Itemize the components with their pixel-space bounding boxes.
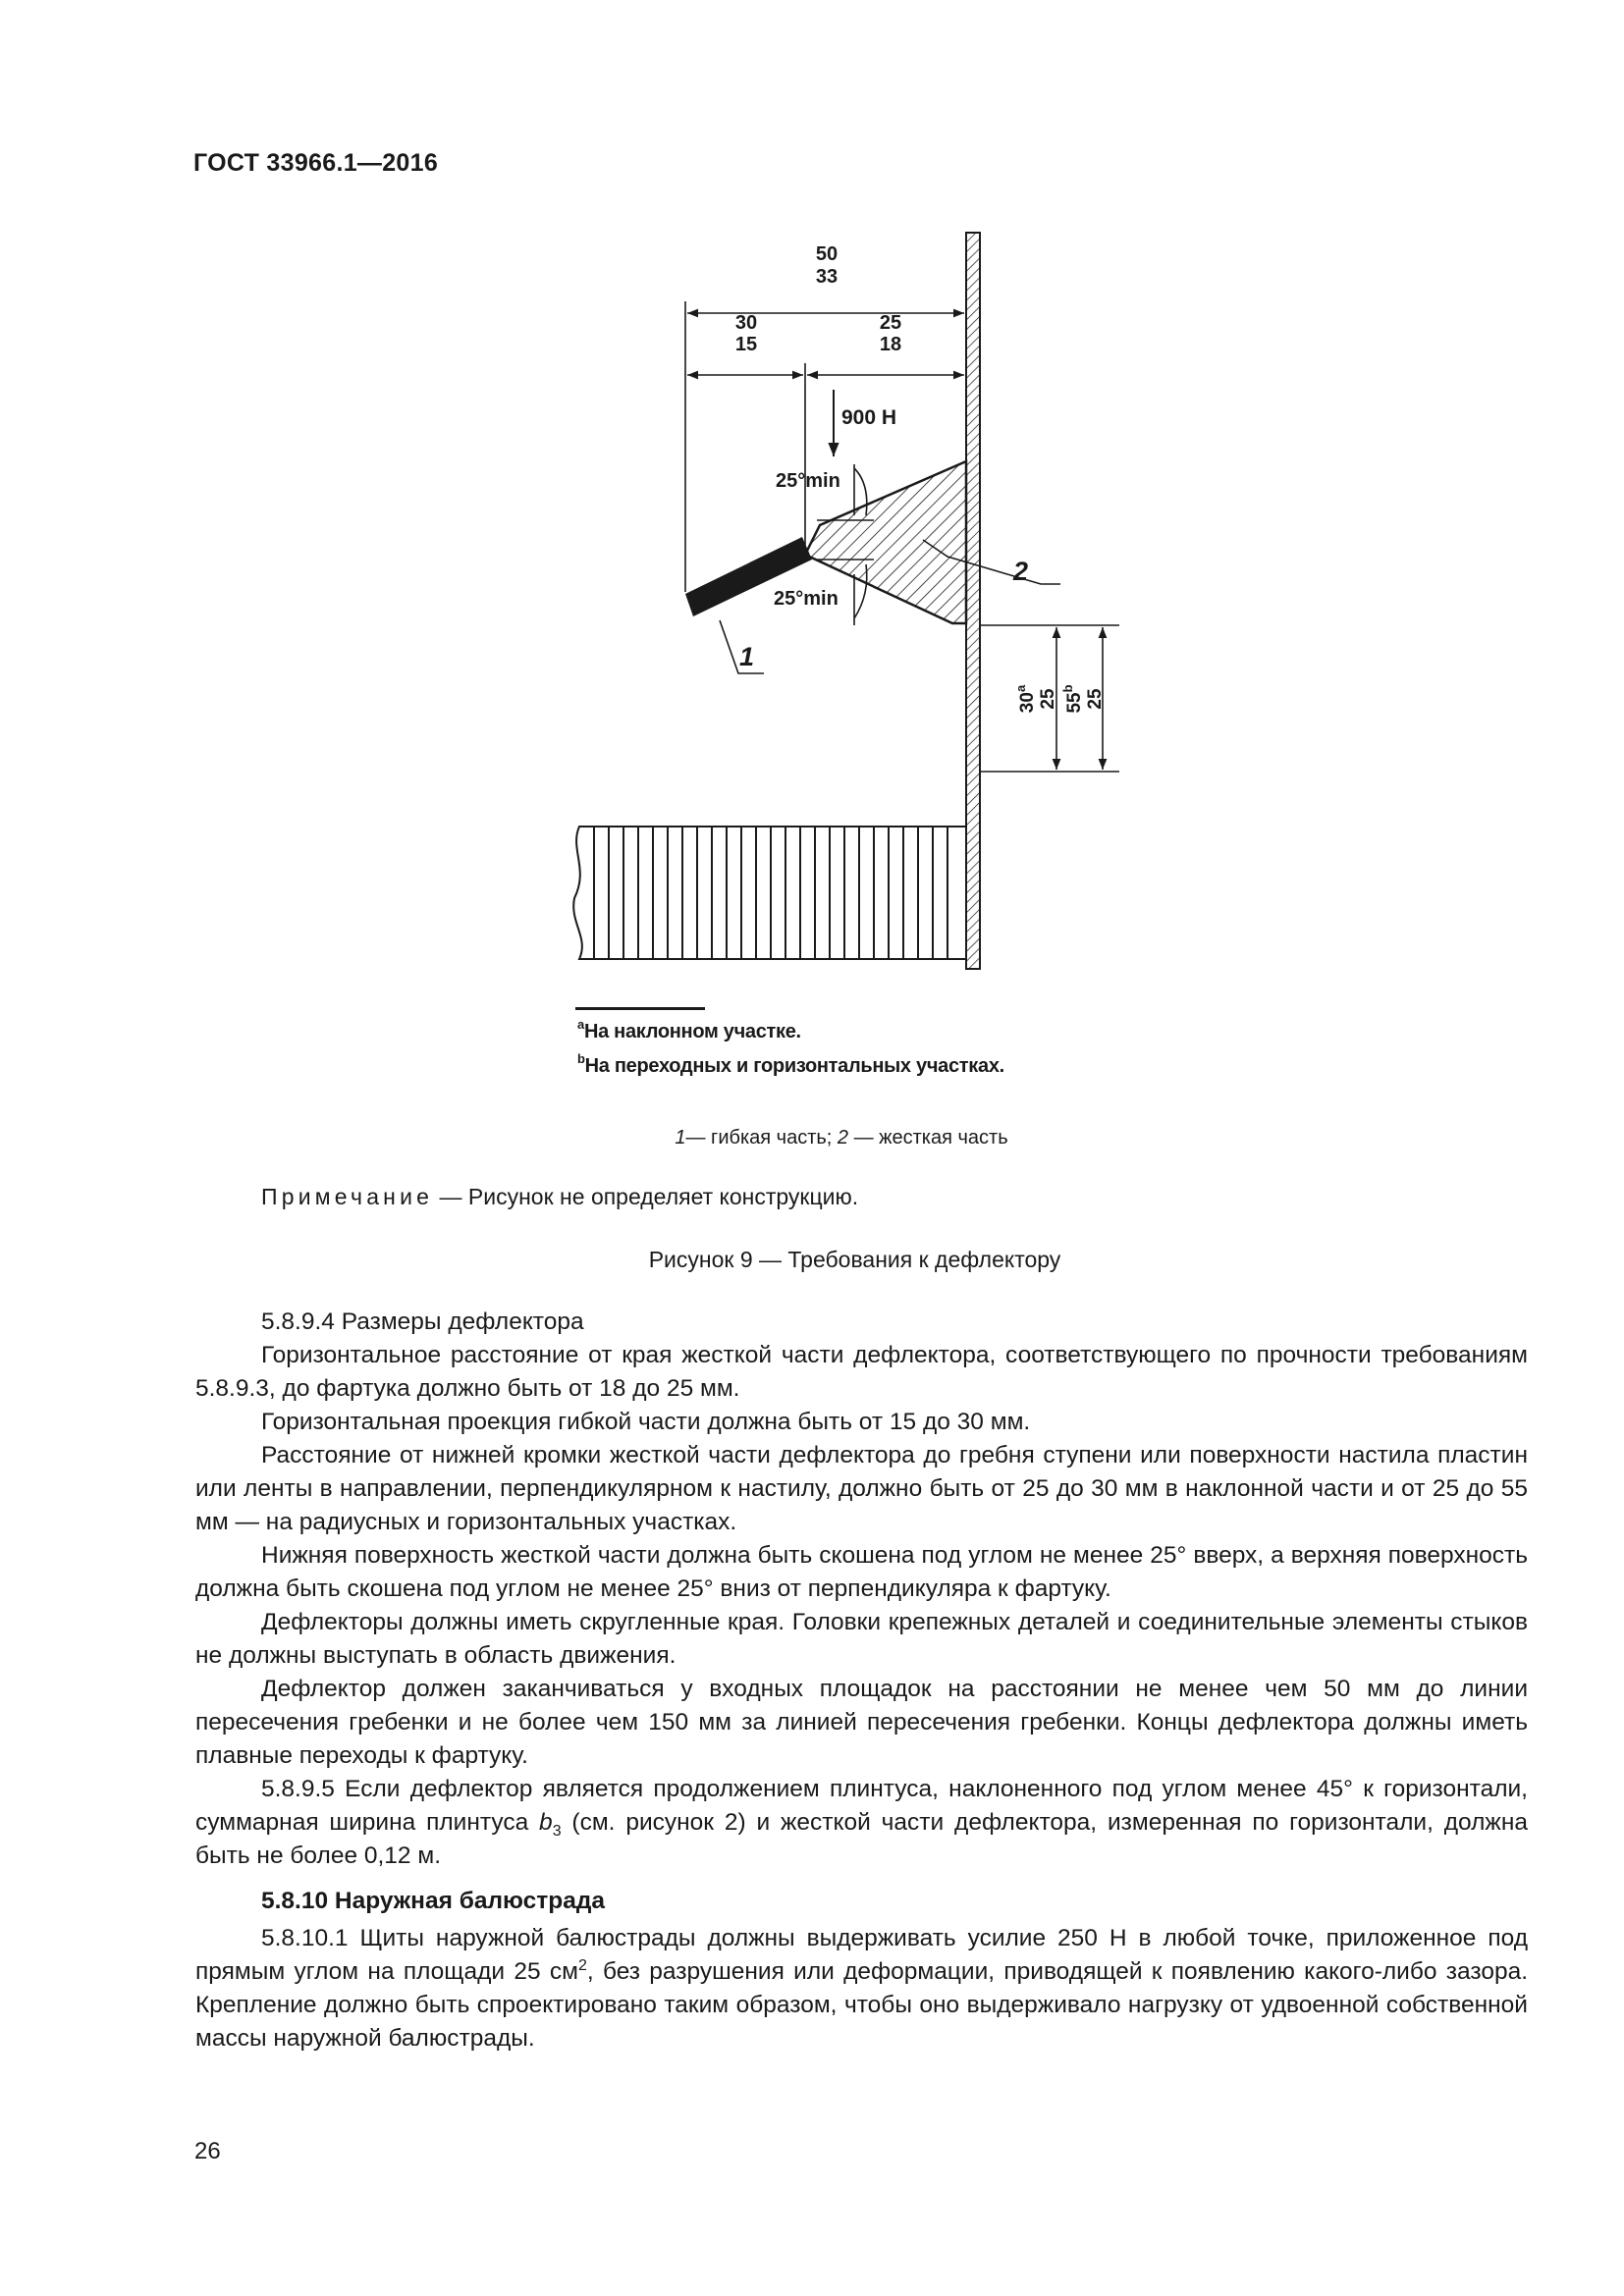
paragraph: Горизонтальное расстояние от края жесткой части дефлектора, соответствующего по прочности требованиям 5.8.9.3, до фартука должно быть от 18 до 25 мм. [195, 1342, 1528, 1402]
dim-rigid-alt-value: 18 [879, 334, 902, 355]
page-number: 26 [194, 2138, 221, 2164]
callout-1: 1 [739, 642, 755, 671]
dim-flexible-alt-value: 15 [734, 334, 758, 355]
step-tread-profile [573, 827, 966, 959]
dim-flexible-value: 30 [734, 312, 758, 334]
force-label: 900 Н [841, 406, 897, 429]
paragraph: Нижняя поверхность жесткой части должна быть скошена под углом не менее 25° вверх, а верхняя поверхность должна быть скошена под углом не менее 25° вниз от перпендикуляра к фартуку. [195, 1542, 1528, 1602]
paragraph: 5.8.9.4 Размеры дефлектора [261, 1308, 584, 1335]
vdim-1-alt-value: 25 [1038, 688, 1058, 710]
callout-2: 2 [1013, 557, 1029, 586]
vdim-2-alt-value: 25 [1085, 688, 1106, 710]
vdim-1-value: 30$^a$ [1013, 684, 1038, 714]
lower-angle-label: 25°min [774, 588, 839, 610]
paragraph: Дефлекторы должны иметь скругленные края. Головки крепежных деталей и соединительные элементы стыков не должны выступать в область движения. [195, 1609, 1528, 1669]
footnote-rule [575, 1007, 705, 1010]
footnote-a: $^a$На наклонном участке. [577, 1017, 801, 1042]
dim-rigid-value: 25 [879, 312, 902, 334]
dim-overall-alt-value: 33 [815, 266, 839, 288]
paragraph: 5.8.10.1 Щиты наружной балюстрады должны выдерживать усилие 250 Н в любой точке, приложенное под прямым углом на площади 25 $см^2$, без разрушения или деформации, приводящей к появлению какого-либо зазора. Крепление должно быть спроектировано таким образом, чтобы оно выдерживало нагрузку от удвоенной собственной массы наружной балюстрады. [195, 1925, 1529, 2052]
section-heading: 5.8.10 Наружная балюстрада [261, 1888, 606, 1914]
figure-9-deflector-drawing [550, 221, 1159, 996]
paragraph: Дефлектор должен заканчиваться у входных площадок на расстоянии не менее чем 50 мм до линии пересечения гребенки и не более чем 150 мм за линией пересечения гребенки. Концы дефлектора должны иметь плавные переходы к фартуку. [195, 1676, 1528, 1769]
standard-header: ГОСТ 33966.1—2016 [193, 149, 439, 177]
figure-legend: 1— гибкая часть; 2 — жесткая часть [675, 1127, 1008, 1148]
figure-caption: Рисунок 9 — Требования к дефлектору [648, 1247, 1061, 1272]
paragraph: Расстояние от нижней кромки жесткой части дефлектора до гребня ступени или поверхности настила пластин или ленты в направлении, перпендикулярном к настилу, должно быть от 25 до 30 мм в наклонной части и от 25 до 55 мм — на радиусных и горизонтальных участках. [195, 1442, 1528, 1535]
vdim-2-value: 55$^b$ [1060, 684, 1085, 714]
paragraph: Горизонтальная проекция гибкой части должна быть от 15 до 30 мм. [261, 1409, 1031, 1435]
paragraph: 5.8.9.5 Если дефлектор является продолжением плинтуса, наклоненного под углом менее 45° к горизонтали, суммарная ширина плинтуса $b_3$ (см. рисунок 2) и жесткой части дефлектора, измеренная по горизонтали, должна быть не более 0,12 м. [195, 1776, 1528, 1869]
note-label: Примечание [261, 1184, 434, 1209]
upper-angle-label: 25°min [776, 470, 840, 492]
figure-note: Примечание — Рисунок не определяет конструкцию. [261, 1184, 859, 1209]
skirt-panel [966, 233, 980, 969]
dim-overall-value: 50 [815, 243, 839, 265]
footnote-b: $^b$На переходных и горизонтальных участках. [577, 1051, 1004, 1077]
body-text [195, 1306, 1528, 2056]
